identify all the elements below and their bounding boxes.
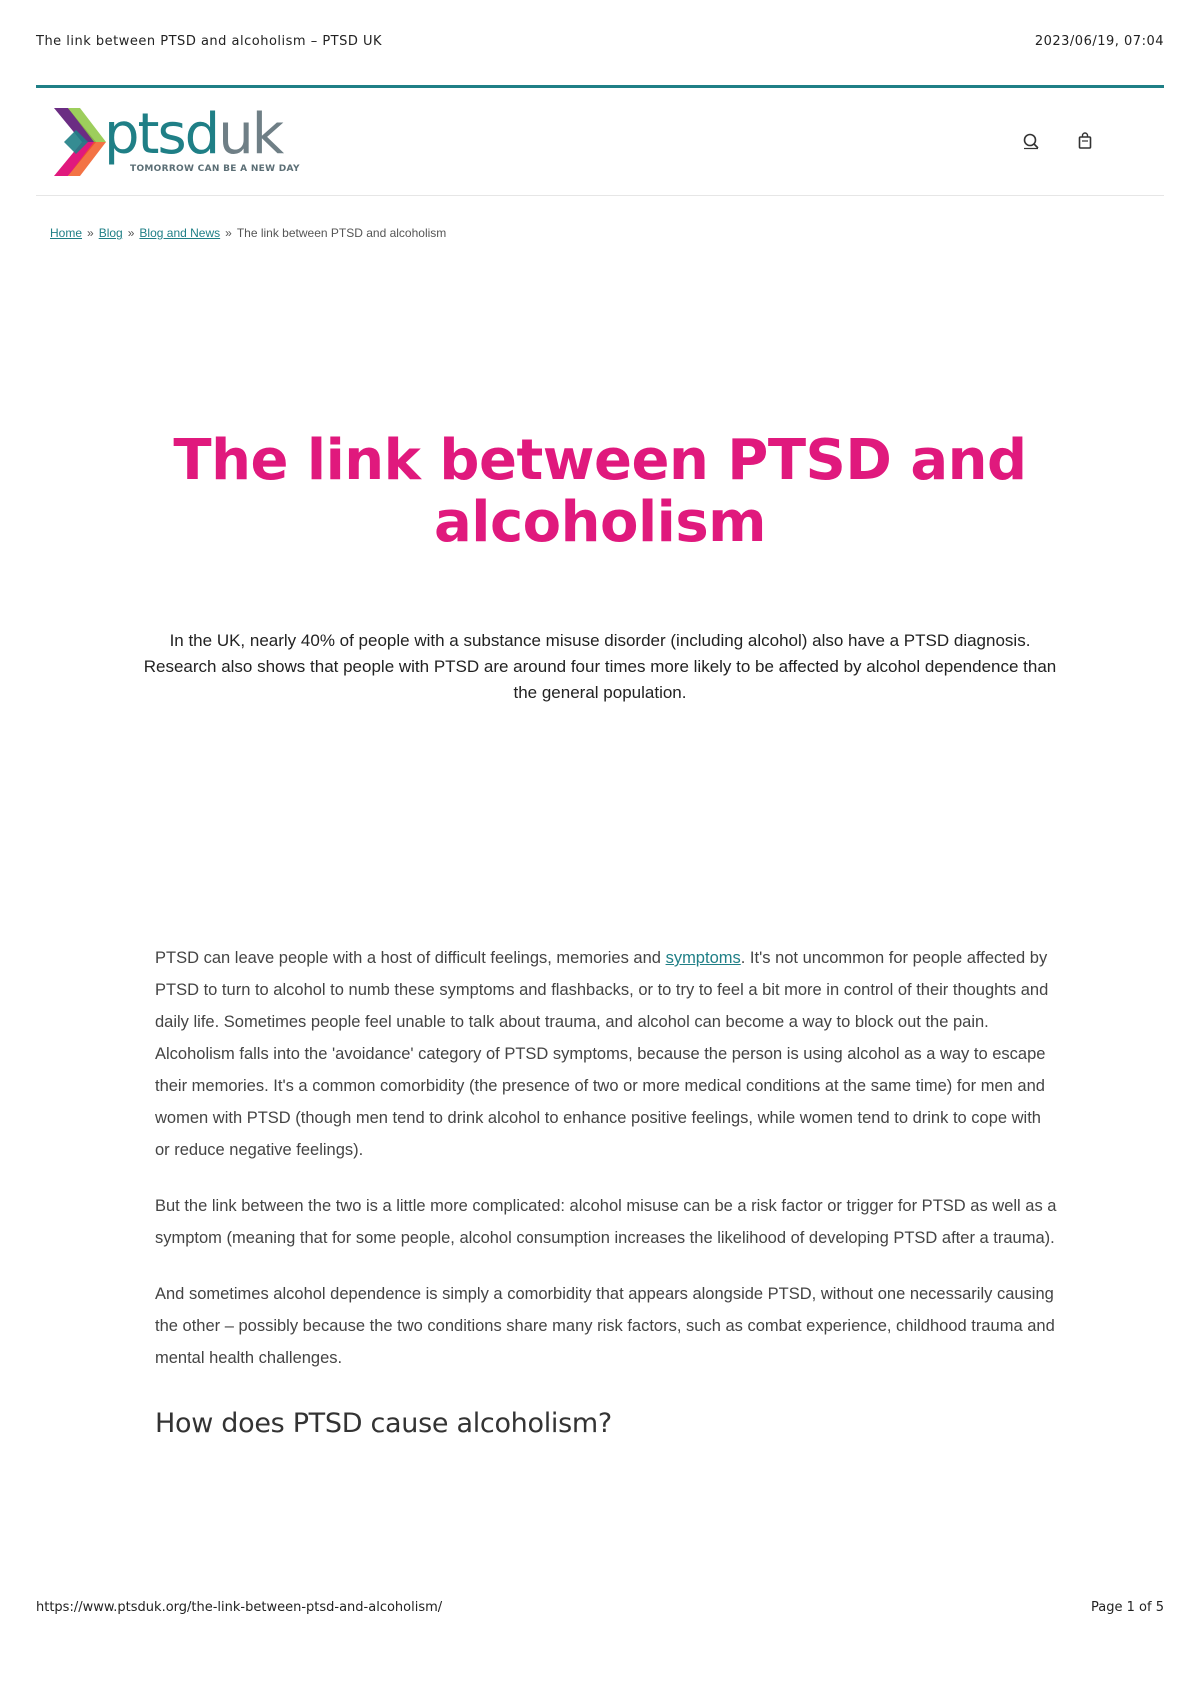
paragraph-text: PTSD can leave people with a host of difficult feelings, memories and — [155, 949, 666, 967]
print-url: https://www.ptsduk.org/the-link-between-ptsd-and-alcoholism/ — [36, 1600, 443, 1615]
print-page-number: Page 1 of 5 — [1091, 1600, 1164, 1615]
breadcrumb-blog[interactable]: Blog — [98, 226, 123, 240]
breadcrumb-separator: » — [225, 226, 232, 240]
article-paragraph: And sometimes alcohol dependence is simply a comorbidity that appears alongside PTSD, without one necessarily causing the other – possibly because the two conditions share many risk factors, such as combat experience, childhood trauma and mental health challenges. — [155, 1285, 1055, 1367]
print-page-title: The link between PTSD and alcoholism – PTSD UK — [36, 34, 383, 49]
shopping-bag-icon[interactable] — [1076, 132, 1094, 150]
breadcrumb-separator: » — [87, 226, 94, 240]
breadcrumb-current: The link between PTSD and alcoholism — [236, 226, 447, 240]
symptoms-link[interactable]: symptoms — [665, 949, 741, 967]
article-paragraph — [155, 942, 1060, 1166]
logo-x-mark-icon — [50, 102, 110, 182]
logo-wordmark — [104, 102, 282, 168]
breadcrumb-blog-and-news[interactable]: Blog and News — [139, 226, 221, 240]
print-header — [36, 34, 1164, 49]
logo-tagline: TOMORROW CAN BE A NEW DAY — [130, 164, 300, 174]
paragraph-text: . It's not uncommon for people affected by PTSD to turn to alcohol to numb these symptoms and flashbacks, or to try to feel a bit more in control of their thoughts and daily life. Sometimes people feel unable to talk about trauma, and alcohol can become a way to block out the pain. Alcoholism falls into the 'avoidance' category of PTSD symptoms, because the person is using alcohol as a way to escape their memories. It's a common comorbidity (the presence of two or more medical conditions at the same time) for men and women with PTSD (though men tend to drink alcohol to enhance positive feelings, while women tend to drink to cope with or reduce negative feelings). — [155, 949, 1049, 1159]
breadcrumb — [50, 226, 446, 240]
article-intro: In the UK, nearly 40% of people with a substance misuse disorder (including alcohol) also have a PTSD diagnosis. Research also shows that people with PTSD are around four times more likely to be affected by alcohol dependence than the general population. — [143, 631, 1057, 702]
logo-text-ptsd: ptsd — [104, 102, 219, 167]
header-actions — [1022, 132, 1094, 150]
breadcrumb-home[interactable]: Home — [50, 226, 83, 240]
print-datetime: 2023/06/19, 07:04 — [1034, 34, 1164, 49]
site-header — [36, 88, 1164, 196]
article-paragraph: But the link between the two is a little more complicated: alcohol misuse can be a risk factor or trigger for PTSD as well as a symptom (meaning that for some people, alcohol consumption increases the likelihood of developing PTSD after a trauma). — [155, 1197, 1057, 1247]
breadcrumb-separator: » — [127, 226, 135, 240]
article-body — [155, 942, 1060, 1439]
print-footer — [36, 1600, 1164, 1615]
section-heading: How does PTSD cause alcoholism? — [155, 1408, 612, 1439]
site-logo[interactable] — [50, 102, 300, 182]
page-title: The link between PTSD and alcoholism — [173, 428, 1027, 555]
logo-text-uk: uk — [218, 102, 283, 167]
search-icon[interactable] — [1022, 132, 1040, 150]
